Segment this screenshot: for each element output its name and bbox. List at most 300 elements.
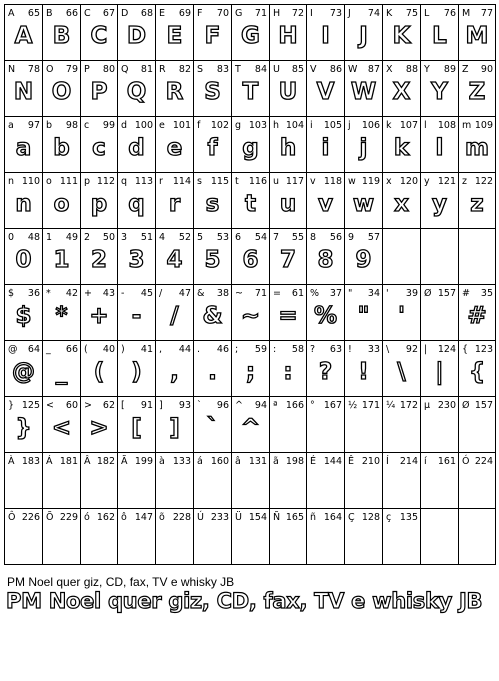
sample-text-large: PM Noel quer giz, CD, fax, TV e whisky JB (6, 589, 483, 613)
glyph-char-label: ` (197, 400, 202, 411)
glyph-label (46, 232, 78, 244)
glyph-sample: ! (358, 359, 369, 385)
glyph-sample: 0 (15, 247, 32, 273)
glyph-sample: ' (397, 303, 406, 329)
glyph-cell (43, 509, 80, 564)
glyph-cell (421, 229, 458, 284)
glyph-sample: N (13, 79, 34, 105)
glyph-label (235, 288, 267, 300)
glyph-sample: " (357, 303, 370, 329)
glyph-cell (118, 285, 155, 340)
glyph-cell (43, 61, 80, 116)
glyph-sample: K (392, 23, 411, 49)
glyph-code-label: 60 (65, 400, 78, 411)
glyph-char-label: . (197, 344, 201, 355)
glyph-char-label: ñ (310, 512, 317, 523)
glyph-label (386, 456, 418, 468)
glyph-code-label: 133 (172, 456, 191, 467)
glyph-label (121, 232, 153, 244)
glyph-code-label: 82 (178, 64, 191, 75)
glyph-char-label: Ø (424, 288, 432, 299)
glyph-sample: [ (131, 415, 142, 441)
glyph-cell (232, 5, 269, 60)
glyph-char-label: 8 (310, 232, 317, 243)
glyph-label (235, 344, 267, 356)
glyph-label (310, 232, 342, 244)
glyph-char-label: n (8, 176, 15, 187)
glyph-cell (459, 5, 495, 60)
glyph-cell (43, 5, 80, 60)
glyph-cell (43, 397, 80, 452)
glyph-code-label: 172 (399, 400, 418, 411)
glyph-cell (194, 397, 231, 452)
glyph-label (235, 120, 267, 132)
glyph-char-label: E (159, 8, 166, 19)
glyph-sample: @ (12, 359, 35, 385)
glyph-cell (232, 397, 269, 452)
glyph-code-label: 45 (140, 288, 153, 299)
glyph-cell (81, 509, 117, 564)
glyph-sample: p (90, 191, 108, 217)
glyph-char-label: ! (348, 344, 352, 355)
glyph-cell (5, 285, 42, 340)
glyph-cell (118, 117, 155, 172)
glyph-sample: ` (206, 415, 219, 441)
glyph-label (46, 512, 78, 524)
glyph-code-label: 233 (210, 512, 229, 523)
glyph-sample: F (204, 23, 221, 49)
glyph-cell (270, 229, 306, 284)
glyph-cell (156, 61, 193, 116)
glyph-label (386, 64, 418, 76)
glyph-cell (156, 229, 193, 284)
glyph-label (197, 8, 229, 20)
glyph-code-label: 101 (172, 120, 191, 131)
glyph-cell (421, 509, 458, 564)
glyph-label (197, 120, 229, 132)
glyph-cell (345, 229, 382, 284)
glyph-cell (232, 61, 269, 116)
glyph-code-label: 48 (27, 232, 40, 243)
glyph-label (424, 232, 456, 244)
glyph-cell (194, 229, 231, 284)
glyph-char-label: Z (462, 64, 469, 75)
glyph-cell (307, 61, 344, 116)
glyph-sample: H (278, 23, 298, 49)
glyph-cell (232, 285, 269, 340)
glyph-code-label: 183 (21, 456, 40, 467)
glyph-label (386, 232, 418, 244)
glyph-code-label: 98 (65, 120, 78, 131)
glyph-cell (345, 285, 382, 340)
glyph-code-label: 61 (291, 288, 304, 299)
glyph-cell (383, 285, 420, 340)
glyph-label (386, 288, 418, 300)
glyph-cell (118, 453, 155, 508)
glyph-char-label: 0 (8, 232, 15, 243)
glyph-label (310, 512, 342, 524)
glyph-sample: + (89, 303, 109, 329)
glyph-char-label: # (462, 288, 470, 299)
glyph-code-label: 74 (367, 8, 380, 19)
glyph-code-label: 214 (399, 456, 418, 467)
glyph-char-label: L (424, 8, 430, 19)
glyph-label (121, 120, 153, 132)
glyph-char-label: ; (235, 344, 239, 355)
glyph-cell (307, 173, 344, 228)
glyph-cell (459, 397, 495, 452)
glyph-cell (5, 229, 42, 284)
glyph-cell (345, 509, 382, 564)
glyph-code-label: 119 (361, 176, 380, 187)
glyph-sample: _ (55, 359, 68, 385)
glyph-code-label: 86 (329, 64, 342, 75)
glyph-code-label: 157 (437, 288, 456, 299)
glyph-char-label: ª (273, 400, 278, 411)
glyph-code-label: 120 (399, 176, 418, 187)
glyph-sample: 2 (90, 247, 107, 273)
glyph-label (197, 288, 229, 300)
glyph-code-label: 85 (291, 64, 304, 75)
glyph-char-label: " (348, 288, 353, 299)
glyph-cell (383, 397, 420, 452)
glyph-sample: ( (93, 359, 105, 385)
glyph-label (159, 232, 191, 244)
glyph-sample: w (352, 191, 375, 217)
glyph-char-label: ã (273, 456, 279, 467)
glyph-sample: i (321, 135, 330, 161)
glyph-label (159, 288, 191, 300)
glyph-sample: T (242, 79, 259, 105)
glyph-sample: C (90, 23, 108, 49)
glyph-label (462, 232, 493, 244)
glyph-char-label: * (46, 288, 51, 299)
glyph-sample: f (207, 135, 218, 161)
glyph-code-label: 50 (102, 232, 115, 243)
glyph-code-label: 102 (210, 120, 229, 131)
glyph-code-label: 43 (102, 288, 115, 299)
glyph-char-label: m (462, 120, 472, 131)
glyph-label (310, 288, 342, 300)
glyph-cell (81, 61, 117, 116)
glyph-code-label: 71 (254, 8, 267, 19)
glyph-code-label: 53 (216, 232, 229, 243)
glyph-char-label: 6 (235, 232, 242, 243)
glyph-cell (156, 5, 193, 60)
glyph-label (159, 344, 191, 356)
glyph-char-label: Õ (46, 512, 54, 523)
glyph-code-label: 47 (178, 288, 191, 299)
glyph-label (197, 64, 229, 76)
glyph-cell (383, 61, 420, 116)
glyph-sample: & (202, 303, 223, 329)
glyph-cell (270, 341, 306, 396)
glyph-char-label: Ú (197, 512, 204, 523)
glyph-code-label: 57 (367, 232, 380, 243)
glyph-char-label: G (235, 8, 243, 19)
glyph-code-label: 76 (443, 8, 456, 19)
glyph-cell (232, 509, 269, 564)
glyph-code-label: 64 (27, 344, 40, 355)
glyph-cell (270, 285, 306, 340)
glyph-label (84, 8, 115, 20)
glyph-char-label: ~ (235, 288, 243, 299)
glyph-code-label: 166 (285, 400, 304, 411)
glyph-sample: D (126, 23, 147, 49)
glyph-cell (194, 5, 231, 60)
glyph-char-label: > (84, 400, 92, 411)
glyph-char-label: @ (8, 344, 18, 355)
glyph-label (8, 456, 40, 468)
glyph-code-label: 181 (59, 456, 78, 467)
glyph-sample: g (242, 135, 259, 161)
glyph-sample: | (435, 359, 444, 385)
glyph-label (348, 176, 380, 188)
glyph-code-label: 100 (134, 120, 153, 131)
glyph-sample: % (313, 303, 338, 329)
glyph-label (121, 288, 153, 300)
glyph-sample: J (359, 23, 368, 49)
glyph-char-label: á (197, 456, 203, 467)
glyph-char-label: J (348, 8, 351, 19)
grid-line-vertical (495, 4, 496, 565)
glyph-cell (81, 173, 117, 228)
glyph-label (84, 120, 115, 132)
glyph-code-label: 117 (285, 176, 304, 187)
glyph-cell (5, 173, 42, 228)
glyph-label (462, 400, 493, 412)
glyph-code-label: 56 (329, 232, 342, 243)
glyph-char-label: c (84, 120, 90, 131)
character-map-grid (4, 4, 496, 566)
glyph-char-label: Á (46, 456, 53, 467)
glyph-code-label: 131 (248, 456, 267, 467)
glyph-char-label: S (197, 64, 204, 75)
glyph-label (273, 232, 304, 244)
glyph-sample: O (51, 79, 72, 105)
glyph-label (424, 512, 456, 524)
glyph-label (84, 288, 115, 300)
glyph-code-label: 79 (65, 64, 78, 75)
glyph-sample: ? (318, 359, 333, 385)
glyph-char-label: + (84, 288, 92, 299)
glyph-label (159, 8, 191, 20)
glyph-cell (383, 509, 420, 564)
glyph-label (424, 344, 456, 356)
glyph-code-label: 41 (140, 344, 153, 355)
glyph-code-label: 84 (254, 64, 267, 75)
glyph-sample: 7 (279, 247, 296, 273)
glyph-char-label: s (197, 176, 202, 187)
glyph-char-label: ó (84, 512, 90, 523)
glyph-char-label: B (46, 8, 53, 19)
glyph-char-label: w (348, 176, 356, 187)
glyph-code-label: 37 (329, 288, 342, 299)
glyph-cell (307, 453, 344, 508)
glyph-cell (383, 229, 420, 284)
glyph-cell (156, 453, 193, 508)
glyph-char-label: ô (121, 512, 127, 523)
glyph-char-label: À (8, 456, 15, 467)
glyph-code-label: 226 (21, 512, 40, 523)
glyph-cell (270, 397, 306, 452)
glyph-char-label: ) (121, 344, 125, 355)
glyph-label (8, 288, 40, 300)
glyph-cell (270, 117, 306, 172)
glyph-char-label: ½ (348, 400, 358, 411)
glyph-sample: - (131, 303, 142, 329)
glyph-label (348, 400, 380, 412)
glyph-code-label: 40 (102, 344, 115, 355)
glyph-char-label: - (121, 288, 125, 299)
glyph-sample: M (465, 23, 489, 49)
glyph-cell (232, 453, 269, 508)
glyph-code-label: 210 (361, 456, 380, 467)
glyph-label (310, 456, 342, 468)
glyph-label (235, 176, 267, 188)
glyph-label (462, 120, 493, 132)
glyph-char-label: i (310, 120, 313, 131)
glyph-char-label: | (424, 344, 428, 355)
glyph-label (424, 8, 456, 20)
glyph-label (386, 8, 418, 20)
glyph-sample: X (392, 79, 411, 105)
glyph-label (84, 176, 115, 188)
glyph-label (273, 456, 304, 468)
glyph-char-label: V (310, 64, 317, 75)
glyph-label (310, 120, 342, 132)
glyph-code-label: 59 (254, 344, 267, 355)
glyph-char-label: h (273, 120, 280, 131)
glyph-sample: b (53, 135, 70, 161)
glyph-label (46, 400, 78, 412)
glyph-sample: h (279, 135, 297, 161)
glyph-cell (81, 285, 117, 340)
glyph-char-label: N (8, 64, 16, 75)
glyph-cell (43, 117, 80, 172)
glyph-cell (345, 5, 382, 60)
glyph-label (159, 400, 191, 412)
glyph-char-label: M (462, 8, 471, 19)
glyph-code-label: 198 (285, 456, 304, 467)
glyph-label (8, 232, 40, 244)
glyph-char-label: v (310, 176, 316, 187)
glyph-code-label: 51 (140, 232, 153, 243)
glyph-char-label: d (121, 120, 128, 131)
glyph-label (348, 8, 380, 20)
glyph-sample: m (465, 135, 489, 161)
glyph-char-label: y (424, 176, 430, 187)
glyph-cell (270, 453, 306, 508)
glyph-label (348, 288, 380, 300)
glyph-char-label: 3 (121, 232, 128, 243)
glyph-label (386, 344, 418, 356)
glyph-char-label: à (159, 456, 165, 467)
glyph-cell (307, 285, 344, 340)
glyph-label (462, 344, 493, 356)
glyph-label (159, 456, 191, 468)
glyph-label (8, 400, 40, 412)
glyph-label (159, 64, 191, 76)
glyph-cell (459, 453, 495, 508)
glyph-char-label: µ (424, 400, 431, 411)
glyph-cell (307, 341, 344, 396)
glyph-label (121, 8, 153, 20)
glyph-cell (81, 229, 117, 284)
glyph-sample: c (92, 135, 106, 161)
glyph-code-label: 69 (178, 8, 191, 19)
glyph-code-label: 108 (437, 120, 456, 131)
glyph-sample: 8 (317, 247, 334, 273)
glyph-code-label: 67 (102, 8, 115, 19)
glyph-label (424, 288, 456, 300)
glyph-char-label: Ã (121, 456, 128, 467)
glyph-code-label: 38 (216, 288, 229, 299)
glyph-label (310, 344, 342, 356)
glyph-char-label: r (159, 176, 163, 187)
glyph-sample: . (208, 359, 217, 385)
glyph-cell (156, 173, 193, 228)
glyph-char-label: < (46, 400, 54, 411)
glyph-code-label: 113 (134, 176, 153, 187)
glyph-sample: v (318, 191, 333, 217)
glyph-char-label: Ô (8, 512, 16, 523)
glyph-code-label: 54 (254, 232, 267, 243)
glyph-label (310, 8, 342, 20)
glyph-label (235, 64, 267, 76)
glyph-label (273, 176, 304, 188)
glyph-sample: 5 (204, 247, 221, 273)
glyph-cell (194, 173, 231, 228)
glyph-cell (307, 229, 344, 284)
glyph-sample: V (316, 79, 335, 105)
glyph-label (84, 64, 115, 76)
glyph-sample: ) (131, 359, 142, 385)
glyph-char-label: q (121, 176, 128, 187)
glyph-cell (5, 117, 42, 172)
glyph-char-label: = (273, 288, 281, 299)
glyph-code-label: 105 (323, 120, 342, 131)
glyph-code-label: 144 (323, 456, 342, 467)
glyph-char-label: } (8, 400, 15, 411)
glyph-code-label: 112 (96, 176, 115, 187)
glyph-char-label: k (386, 120, 392, 131)
glyph-cell (459, 285, 495, 340)
glyph-cell (459, 173, 495, 228)
glyph-char-label: Â (84, 456, 91, 467)
glyph-sample: ; (245, 359, 256, 385)
glyph-char-label: R (159, 64, 166, 75)
glyph-char-label: Ó (462, 456, 470, 467)
glyph-sample: e (166, 135, 183, 161)
glyph-code-label: 104 (285, 120, 304, 131)
glyph-char-label: [ (121, 400, 125, 411)
glyph-cell (81, 5, 117, 60)
glyph-sample: G (241, 23, 260, 49)
glyph-label (8, 344, 40, 356)
glyph-cell (459, 229, 495, 284)
glyph-sample: Z (468, 79, 486, 105)
glyph-char-label: ] (159, 400, 163, 411)
glyph-cell (307, 509, 344, 564)
glyph-label (197, 400, 229, 412)
glyph-label (197, 232, 229, 244)
glyph-code-label: 118 (323, 176, 342, 187)
glyph-label (84, 456, 115, 468)
glyph-sample: r (168, 191, 181, 217)
glyph-code-label: 81 (140, 64, 153, 75)
glyph-code-label: 111 (59, 176, 78, 187)
